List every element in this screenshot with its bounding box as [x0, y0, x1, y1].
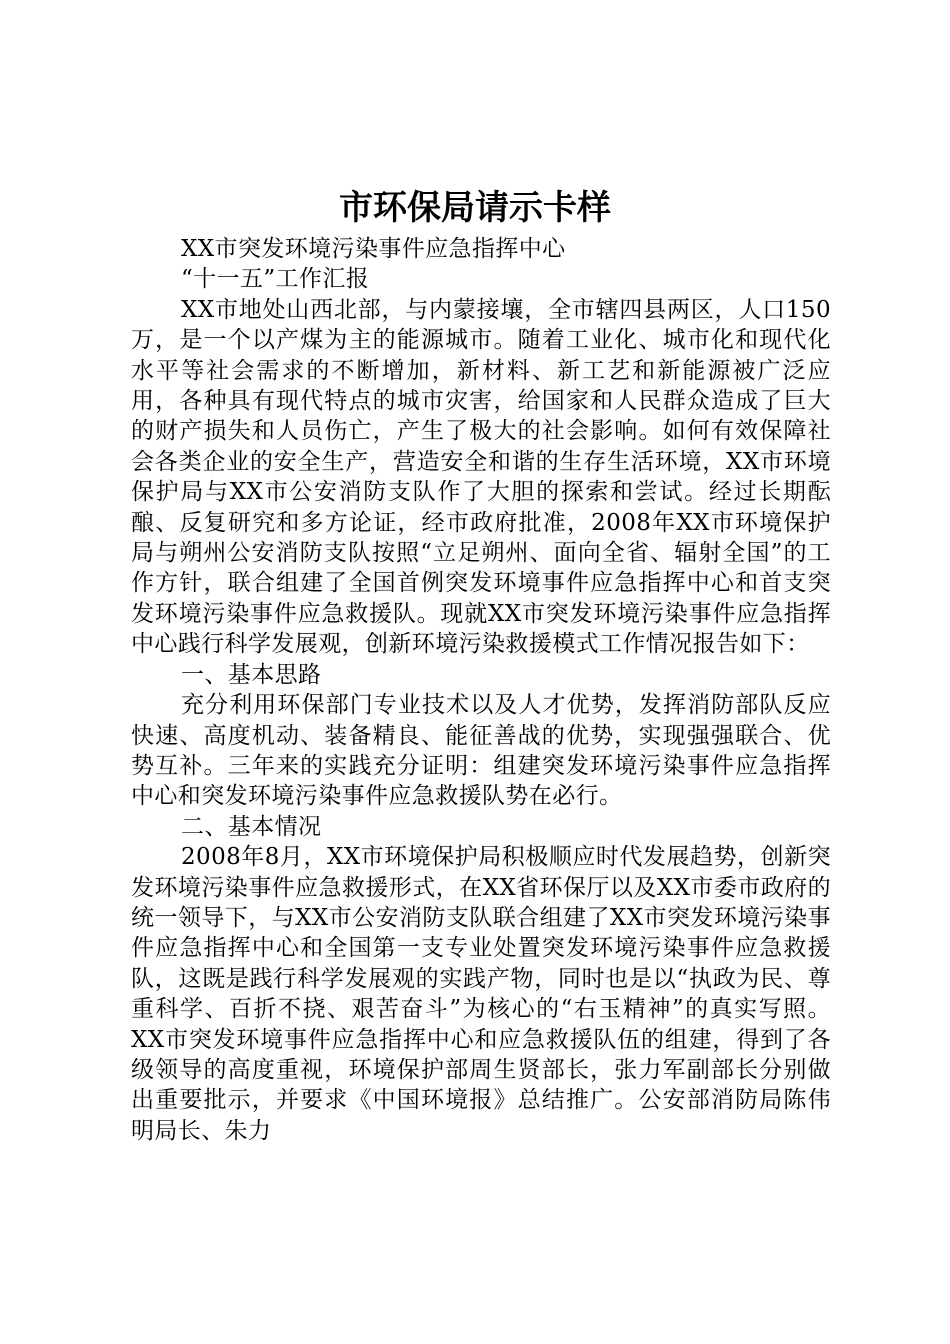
- paragraph-basic-situation: 2008年8月，XX市环境保护局积极顺应时代发展趋势，创新突发环境污染事件应急救援形式，在XX省环保厅以及XX市委市政府的统一领导下，与XX市公安消防支队联合组建了XX市突发环境污染事件应急指挥中心和全国第一支专业处置突发环境污染事件应急救援队，这既是践行科学发展观的实践产物，同时也是以“执政为民、尊重科学、百折不挠、艰苦奋斗”为核心的“右玉精神”的真实写照。XX市突发环境事件应急指挥中心和应急救援队伍的组建，得到了各级领导的高度重视，环境保护部周生贤部长，张力军副部长分别做出重要批示，并要求《中国环境报》总结推广。公安部消防局陈伟明局长、朱力: [131, 844, 831, 1144]
- subtitle-line-1: XX市突发环境污染事件应急指挥中心: [181, 236, 566, 262]
- paragraph-intro: XX市地处山西北部，与内蒙接壤，全市辖四县两区，人口150万，是一个以产煤为主的能源城市。随着工业化、城市化和现代化水平等社会需求的不断增加，新材料、新工艺和新能源被广泛应用，各种具有现代特点的城市灾害，给国家和人民群众造成了巨大的财产损失和人员伤亡，产生了极大的社会影响。如何有效保障社会各类企业的安全生产，营造安全和谐的生存生活环境，XX市环境保护局与XX市公安消防支队作了大胆的探索和尝试。经过长期酝酿、反复研究和多方论证，经市政府批准，2008年XX市环境保护局与朔州公安消防支队按照“立足朔州、面向全省、辐射全国”的工作方针，联合组建了全国首例突发环境事件应急指挥中心和首支突发环境污染事件应急救援队。现就XX市突发环境污染事件应急指挥中心践行科学发展观，创新环境污染救援模式工作情况报告如下：: [131, 296, 831, 658]
- document-body: [131, 234, 831, 1146]
- section-heading-basic-idea: 一、基本思路: [181, 661, 322, 688]
- document-title: 市环保局请示卡样: [339, 188, 611, 228]
- subtitle-line-2: “十一五”工作汇报: [181, 266, 370, 293]
- paragraph-basic-idea: 充分利用环保部门专业技术以及人才优势，发挥消防部队反应快速、高度机动、装备精良、能征善战的优势，实现强强联合、优势互补。三年来的实践充分证明：组建突发环境污染事件应急指挥中心和突发环境污染事件应急救援队势在必行。: [131, 692, 831, 810]
- section-heading-basic-situation: 二、基本情况: [181, 813, 322, 840]
